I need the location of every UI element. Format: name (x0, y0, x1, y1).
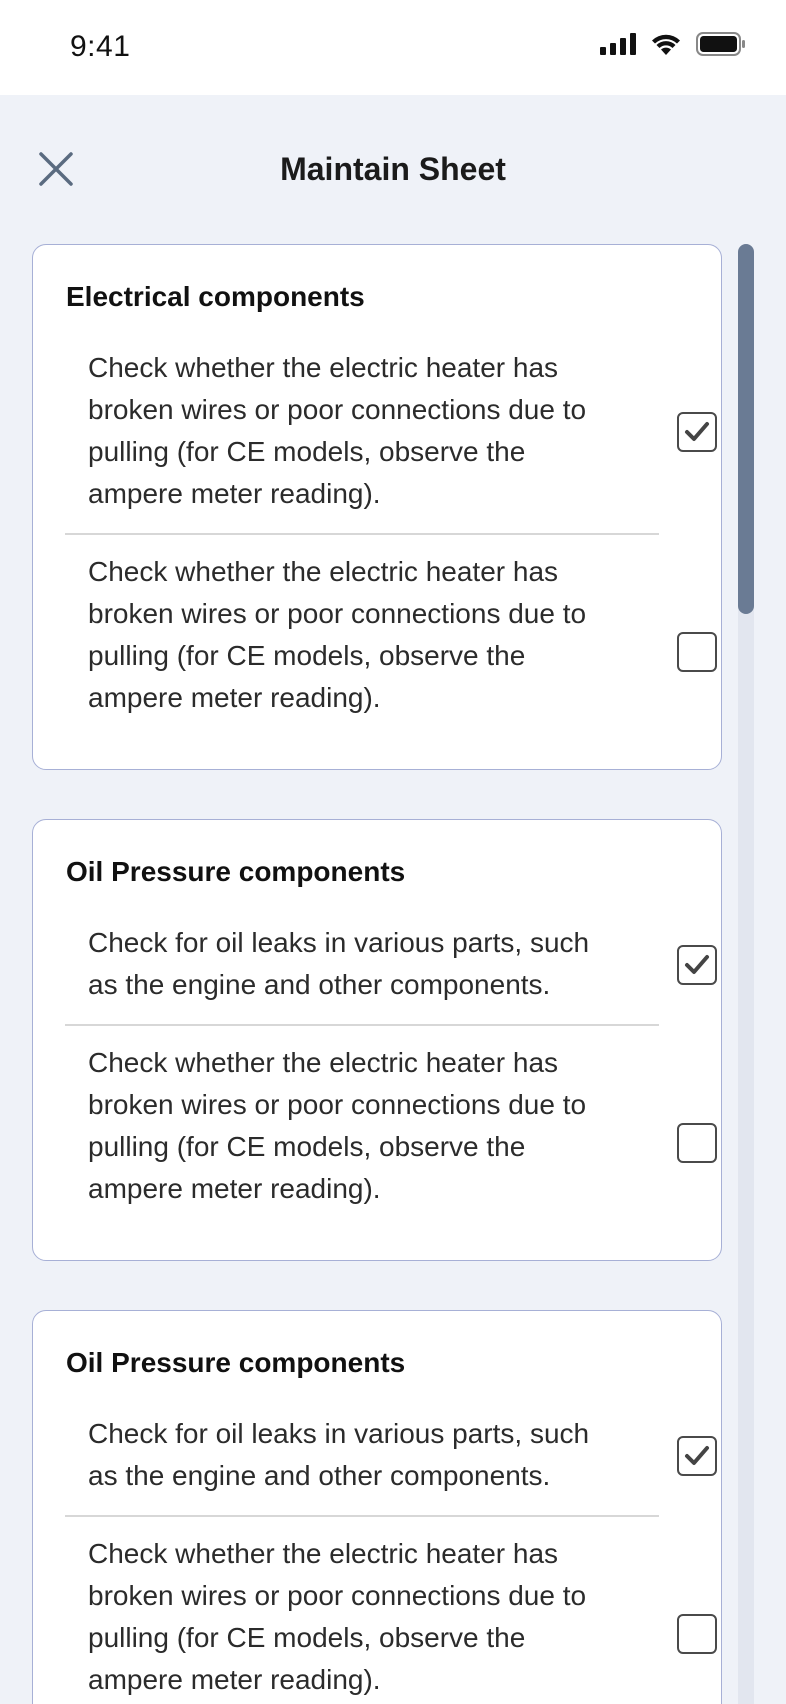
item-text: Check whether the electric heater has broken wires or poor connections due to pulling (for CE models, observe the ampere meter reading). (88, 1047, 587, 1204)
header (0, 95, 786, 245)
section-card (32, 244, 722, 770)
section-title: Oil Pressure components (66, 856, 406, 887)
status-time: 9:41 (70, 30, 131, 63)
checklist-item (65, 331, 659, 533)
item-checkbox[interactable] (677, 1123, 717, 1163)
section-card (32, 819, 722, 1261)
item-checkbox[interactable] (677, 412, 717, 452)
item-checkbox[interactable] (677, 945, 717, 985)
item-text: Check for oil leaks in various parts, such as the engine and other components. (88, 1418, 590, 1491)
item-checkbox[interactable] (677, 632, 717, 672)
checklist-item (65, 533, 659, 769)
battery-icon (696, 32, 746, 56)
scrollbar[interactable] (738, 244, 754, 1704)
scrollbar-thumb[interactable] (738, 244, 754, 614)
checkmark-icon (683, 418, 711, 446)
status-bar (0, 0, 786, 95)
section-card (32, 1310, 722, 1704)
checkmark-icon (683, 1442, 711, 1470)
checklist-item (65, 1515, 659, 1704)
wifi-icon (650, 32, 682, 56)
section-title: Electrical components (66, 281, 365, 312)
item-text: Check whether the electric heater has broken wires or poor connections due to pulling (for CE models, observe the ampere meter reading). (88, 352, 587, 509)
checklist-item (65, 906, 659, 1024)
section-title: Oil Pressure components (66, 1347, 406, 1378)
status-icons (600, 32, 746, 56)
item-text: Check whether the electric heater has broken wires or poor connections due to pulling (for CE models, observe the ampere meter reading). (88, 1538, 587, 1695)
checklist (32, 244, 722, 1704)
checklist-item (65, 1024, 659, 1260)
page-title: Maintain Sheet (280, 151, 506, 187)
signal-icon (600, 33, 636, 55)
item-checkbox[interactable] (677, 1436, 717, 1476)
item-text: Check whether the electric heater has broken wires or poor connections due to pulling (for CE models, observe the ampere meter reading). (88, 556, 587, 713)
item-checkbox[interactable] (677, 1614, 717, 1654)
item-text: Check for oil leaks in various parts, such as the engine and other components. (88, 927, 590, 1000)
checklist-item (65, 1397, 659, 1515)
app-screen (0, 95, 786, 1704)
checkmark-icon (683, 951, 711, 979)
